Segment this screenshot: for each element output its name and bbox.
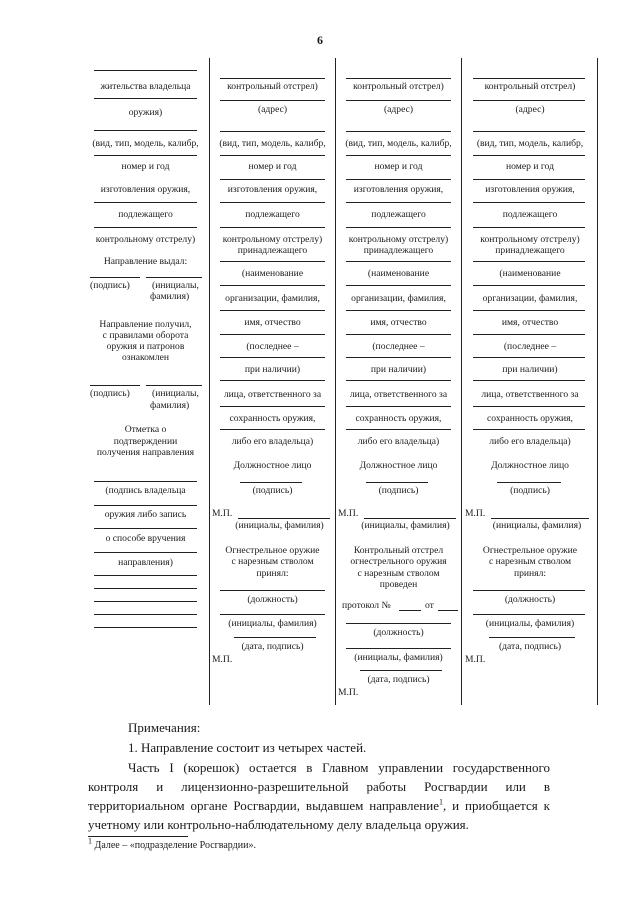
fill-line (220, 380, 325, 381)
caption-receipt: получения направления (96, 447, 195, 458)
footnote (88, 836, 256, 852)
stamp-place: М.П. (465, 508, 486, 519)
fill-line (94, 601, 197, 602)
fill-line (220, 614, 325, 615)
caption-manufacture: изготовления оружия, (227, 184, 318, 195)
fill-line (220, 179, 325, 180)
fill-line (94, 130, 197, 131)
fill-line (94, 202, 197, 203)
caption-responsible: лица, ответственного за (481, 389, 579, 400)
initials-line (364, 518, 456, 519)
protocol-number-line (399, 610, 421, 611)
footnote-text: Далее – «подразделение Росгвардии». (94, 840, 256, 851)
fill-line (346, 357, 451, 358)
fill-line (473, 614, 585, 615)
fill-line (220, 78, 325, 79)
caption-safekeeping: сохранность оружия, (487, 413, 573, 424)
caption-control-shot-place: контрольный отстрел) (484, 81, 576, 92)
fill-line (220, 357, 325, 358)
caption-if-any: при наличии) (370, 364, 427, 375)
caption-belonging: принадлежащего (495, 245, 565, 256)
caption-org-surname: организации, фамилия, (225, 293, 320, 304)
caption-date-signature: (дата, подпись) (498, 641, 562, 652)
fill-line (94, 155, 197, 156)
fill-line (220, 406, 325, 407)
fill-line (473, 155, 585, 156)
fill-line (94, 227, 197, 228)
fill-line (473, 380, 585, 381)
page-number: 6 (317, 33, 323, 47)
caption-mark: Отметка о (124, 424, 167, 435)
fill-line (346, 227, 451, 228)
caption-if-any: при наличии) (244, 364, 301, 375)
caption-issued-by: Направление выдал: (103, 256, 188, 267)
caption-last: (последнее – (246, 341, 299, 352)
caption-official: Должностное лицо (491, 460, 569, 471)
fill-line (346, 202, 451, 203)
caption-control-shot: контрольному отстрелу) (222, 234, 323, 245)
fill-line (346, 179, 451, 180)
fill-line (220, 429, 325, 430)
initials-line (491, 518, 589, 519)
form-column-stub (84, 58, 207, 705)
form-column-part-3 (336, 58, 462, 705)
fill-line (473, 357, 585, 358)
fill-line (346, 261, 451, 262)
fill-line (473, 131, 585, 132)
fill-line (346, 406, 451, 407)
signature-line (497, 482, 561, 483)
caption-address: (адрес) (383, 104, 414, 115)
caption-name: (наименование (367, 268, 430, 279)
caption-weapon: оружия) (128, 107, 163, 118)
caption-rifled: с нарезным стволом (357, 568, 440, 579)
caption-number-year: номер и год (248, 161, 297, 172)
caption-weapons-ammo: оружия и патронов (106, 341, 185, 352)
date-line (360, 670, 442, 671)
initials-line (146, 385, 202, 386)
caption-weapon-type: (вид, тип, модель, калибр, (92, 138, 199, 149)
fill-line (220, 131, 325, 132)
fill-line (473, 285, 585, 286)
note-item-1: 1. Направление состоит из четырех частей. (128, 740, 367, 755)
caption-subject-to: подлежащего (245, 209, 300, 220)
caption-weapon-type: (вид, тип, модель, калибр, (345, 138, 452, 149)
footnote-mark: 1 (88, 836, 92, 846)
caption-referral: направления) (118, 557, 173, 568)
fill-line (94, 614, 197, 615)
caption-control-shot: контрольному отстрелу) (95, 234, 196, 245)
caption-responsible: лица, ответственного за (349, 389, 448, 400)
date-line (234, 637, 316, 638)
fill-line (220, 334, 325, 335)
fill-line (346, 310, 451, 311)
caption-name: (наименование (241, 268, 304, 279)
fill-line (346, 131, 451, 132)
fill-line (94, 588, 197, 589)
caption-conducted: проведен (379, 579, 418, 590)
date-line (489, 637, 575, 638)
fill-line (473, 261, 585, 262)
fill-line (473, 100, 585, 101)
caption-subject-to: подлежащего (371, 209, 426, 220)
caption-control-shot-done: Контрольный отстрел (353, 545, 444, 556)
referral-form-table (84, 58, 598, 705)
caption-protocol-number: протокол № (342, 600, 391, 611)
caption-control-shot: контрольному отстрелу) (348, 234, 449, 245)
footnote-separator (88, 836, 188, 837)
caption-control-shot-place: контрольный отстрел) (227, 81, 318, 92)
caption-official: Должностное лицо (233, 460, 312, 471)
caption-accepted: принял: (256, 568, 289, 579)
fill-line (346, 429, 451, 430)
caption-position: (должность) (247, 594, 298, 605)
signature-line (90, 277, 140, 278)
form-column-part-2 (209, 58, 336, 705)
caption-confirmation: подтверждении (113, 436, 178, 447)
fill-line (220, 590, 325, 591)
caption-name-patronymic: имя, отчество (501, 317, 559, 328)
caption-weapon-type: (вид, тип, модель, калибр, (476, 138, 584, 149)
caption-or-owner: либо его владельца) (489, 436, 571, 447)
fill-line (346, 285, 451, 286)
caption-signature: (подпись) (90, 388, 130, 399)
fill-line (220, 285, 325, 286)
fill-line (473, 590, 585, 591)
caption-initials: (инициалы, (152, 280, 199, 291)
caption-safekeeping: сохранность оружия, (355, 413, 442, 424)
fill-line (346, 623, 451, 624)
caption-manufacture: изготовления оружия, (100, 184, 191, 195)
caption-control-shot-place: контрольный отстрел) (353, 81, 444, 92)
fill-line (94, 528, 197, 529)
signature-line (240, 482, 302, 483)
fill-line (220, 155, 325, 156)
caption-accepted: принял: (513, 568, 547, 579)
caption-position: (должность) (373, 627, 424, 638)
caption-belonging: принадлежащего (237, 245, 308, 256)
caption-subject-to: подлежащего (502, 209, 558, 220)
caption-rifled: с нарезным стволом (231, 556, 314, 567)
caption-signature: (подпись) (90, 280, 130, 291)
stamp-place: М.П. (338, 687, 359, 698)
fill-line (220, 100, 325, 101)
caption-date-signature: (дата, подпись) (367, 674, 430, 685)
form-column-part-4 (463, 58, 598, 705)
caption-surname: фамилия) (150, 400, 190, 411)
caption-position: (должность) (504, 594, 556, 605)
caption-last: (последнее – (503, 341, 557, 352)
signature-line (366, 482, 428, 483)
fill-line (473, 334, 585, 335)
caption-protocol-from: от (425, 600, 434, 611)
caption-date-signature: (дата, подпись) (241, 641, 304, 652)
caption-acquainted: ознакомлен (121, 352, 170, 363)
footnote-ref: 1 (438, 797, 443, 807)
caption-or-owner: либо его владельца) (357, 436, 440, 447)
caption-received-by: Направление получил, (99, 319, 192, 330)
caption-safekeeping: сохранность оружия, (229, 413, 316, 424)
caption-signature: (подпись) (252, 485, 293, 496)
fill-line (94, 505, 197, 506)
caption-last: (последнее – (372, 341, 425, 352)
fill-line (473, 429, 585, 430)
caption-org-surname: организации, фамилия, (351, 293, 446, 304)
caption-control-shot: контрольному отстрелу) (480, 234, 580, 245)
initials-line (146, 277, 202, 278)
caption-address: (адрес) (515, 104, 545, 115)
notes-heading: Примечания: (128, 720, 201, 735)
fill-line (346, 380, 451, 381)
fill-line (473, 78, 585, 79)
fill-line (346, 100, 451, 101)
fill-line (346, 155, 451, 156)
fill-line (473, 179, 585, 180)
fill-line (94, 70, 197, 71)
stamp-place: М.П. (465, 654, 486, 665)
stamp-place: М.П. (338, 508, 359, 519)
caption-firearm: Огнестрельное оружие (225, 545, 320, 556)
caption-rifled: с нарезным стволом (488, 556, 572, 567)
fill-line (346, 648, 451, 649)
caption-or-owner: либо его владельца) (231, 436, 314, 447)
caption-or-record: оружия либо запись (104, 509, 187, 520)
fill-line (94, 552, 197, 553)
caption-if-any: при наличии) (502, 364, 558, 375)
fill-line (220, 310, 325, 311)
fill-line (473, 310, 585, 311)
caption-belonging: принадлежащего (363, 245, 434, 256)
note-item-2 (88, 758, 550, 834)
caption-subject-to: подлежащего (118, 209, 173, 220)
caption-signature: (подпись) (378, 485, 419, 496)
caption-number-year: номер и год (374, 161, 423, 172)
caption-with-rules: с правилами оборота (102, 330, 189, 341)
fill-line (94, 575, 197, 576)
protocol-date-line (438, 610, 458, 611)
stamp-place: М.П. (212, 654, 233, 665)
caption-org-surname: организации, фамилия, (482, 293, 578, 304)
caption-firearm: Огнестрельное оружие (482, 545, 578, 556)
caption-official: Должностное лицо (359, 460, 438, 471)
signature-line (90, 385, 140, 386)
caption-responsible: лица, ответственного за (223, 389, 322, 400)
caption-number-year: номер и год (506, 161, 554, 172)
caption-firearm-gen: огнестрельного оружия (350, 556, 447, 567)
fill-line (473, 202, 585, 203)
fill-line (220, 261, 325, 262)
fill-line (94, 627, 197, 628)
caption-initials-surname: (инициалы, фамилия) (485, 618, 575, 629)
fill-line (346, 334, 451, 335)
note-item-2-text: Часть I (корешок) остается в Главном управлении государственного контроля и лицензионно-разрешительной работы Росгвардии или в территориальном органе Росгвардии, выдавшем направление (88, 760, 550, 813)
caption-name-patronymic: имя, отчество (370, 317, 427, 328)
fill-line (94, 98, 197, 99)
initials-line (238, 518, 330, 519)
caption-signature: (подпись) (510, 485, 550, 496)
caption-initials: (инициалы, (152, 388, 199, 399)
caption-owner-residence: жительства владельца (100, 81, 191, 92)
fill-line (473, 227, 585, 228)
caption-number-year: номер и год (121, 161, 170, 172)
fill-line (346, 78, 451, 79)
caption-surname: фамилия) (150, 291, 190, 302)
caption-initials-surname: (инициалы, фамилия) (361, 520, 450, 531)
caption-owner-signature: (подпись владельца (105, 485, 186, 496)
caption-initials-surname: (инициалы, фамилия) (235, 520, 324, 531)
caption-name: (наименование (499, 268, 561, 279)
caption-weapon-type: (вид, тип, модель, калибр, (219, 138, 326, 149)
fill-line (220, 227, 325, 228)
caption-initials-surname: (инициалы, фамилия) (228, 618, 317, 629)
caption-manufacture: изготовления оружия, (353, 184, 444, 195)
fill-line (473, 406, 585, 407)
fill-line (220, 202, 325, 203)
caption-manufacture: изготовления оружия, (485, 184, 575, 195)
note-item-2-text-end: , и приобщается к учетному или контрольно-наблюдательному делу владельца оружия. (88, 798, 550, 832)
caption-name-patronymic: имя, отчество (244, 317, 301, 328)
caption-initials-surname: (инициалы, фамилия) (354, 652, 443, 663)
fill-line (94, 481, 197, 482)
caption-initials-surname: (инициалы, фамилия) (492, 520, 582, 531)
caption-address: (адрес) (257, 104, 288, 115)
caption-delivery-method: о способе вручения (105, 533, 186, 544)
stamp-place: М.П. (212, 508, 233, 519)
